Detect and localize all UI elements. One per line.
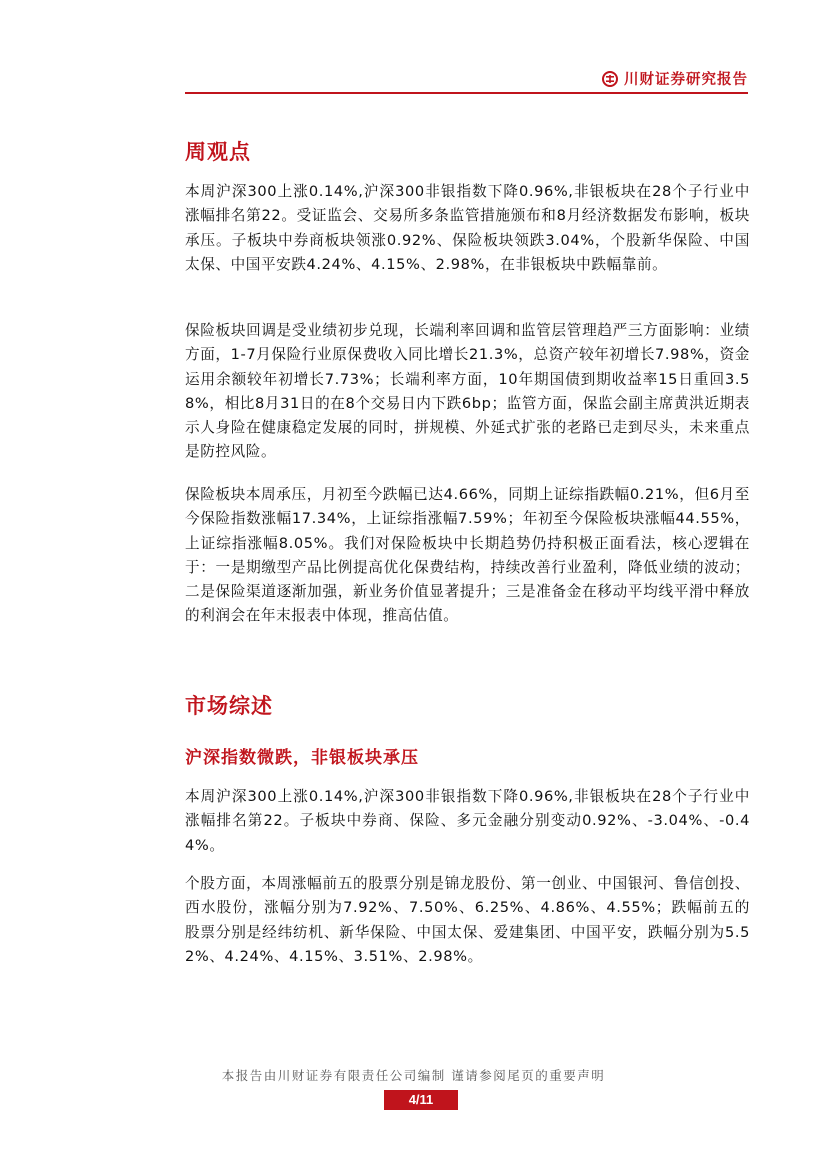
subsection-title: 沪深指数微跌，非银板块承压 [185,748,419,768]
header-divider [185,92,748,94]
header-brand [602,68,748,89]
chuancai-logo-icon [602,71,618,87]
section-title-weekly-view: 周观点 [185,139,251,164]
paragraph-weekly-1: 本周沪深300上涨0.14%,沪深300非银指数下降0.96%,非银板块在28个子行业中涨幅排名第22。受证监会、交易所多条监管措施颁布和8月经济数据发布影响，板块承压。子板块中券商板块领涨0.92%、保险板块领跌3.04%，个股新华保险、中国太保、中国平安跌4.24%、4.15%、2.98%，在非银板块中跌幅靠前。 [185,183,750,273]
paragraph-weekly-2: 保险板块回调是受业绩初步兑现，长端利率回调和监管层管理趋严三方面影响：业绩方面，1-7月保险行业原保费收入同比增长21.3%，总资产较年初增长7.98%，资金运用余额较年初增长7.73%；长端利率方面，10年期国债到期收益率15日重回3.58%，相比8月31日的在8个交易日内下跌6bp；监管方面，保监会副主席黄洪近期表示人身险在健康稳定发展的同时，拼规模、外延式扩张的老路已走到尽头，未来重点是防控风险。 [185,322,750,461]
page-header [185,62,748,96]
paragraph-market-2: 个股方面，本周涨幅前五的股票分别是锦龙股份、第一创业、中国银河、鲁信创投、西水股份，涨幅分别为7.92%、7.50%、6.25%、4.86%、4.55%；跌幅前五的股票分别是经纬纺机、新华保险、中国太保、爱建集团、中国平安，跌幅分别为5.52%、4.24%、4.15%、3.51%、2.98%。 [185,875,750,965]
section-title-market-review: 市场综述 [185,693,273,718]
page-number-badge: 4/11 [384,1090,458,1110]
brand-name: 川财证券研究报告 [624,71,748,88]
paragraph-market-1: 本周沪深300上涨0.14%,沪深300非银指数下降0.96%,非银板块在28个子行业中涨幅排名第22。子板块中券商、保险、多元金融分别变动0.92%、-3.04%、-0.44%。 [185,788,750,854]
footer-disclaimer: 本报告由川财证券有限责任公司编制 谨请参阅尾页的重要声明 [221,1068,606,1083]
paragraph-weekly-3: 保险板块本周承压，月初至今跌幅已达4.66%，同期上证综指跌幅0.21%，但6月至今保险指数涨幅17.34%，上证综指涨幅7.59%；年初至今保险板块涨幅44.55%，上证综指涨幅8.05%。我们对保险板块中长期趋势仍持积极正面看法，核心逻辑在于：一是期缴型产品比例提高优化保费结构，持续改善行业盈利，降低业绩的波动；二是保险渠道逐渐加强，新业务价值显著提升；三是准备金在移动平均线平滑中释放的利润会在年末报表中体现，推高估值。 [185,486,750,625]
